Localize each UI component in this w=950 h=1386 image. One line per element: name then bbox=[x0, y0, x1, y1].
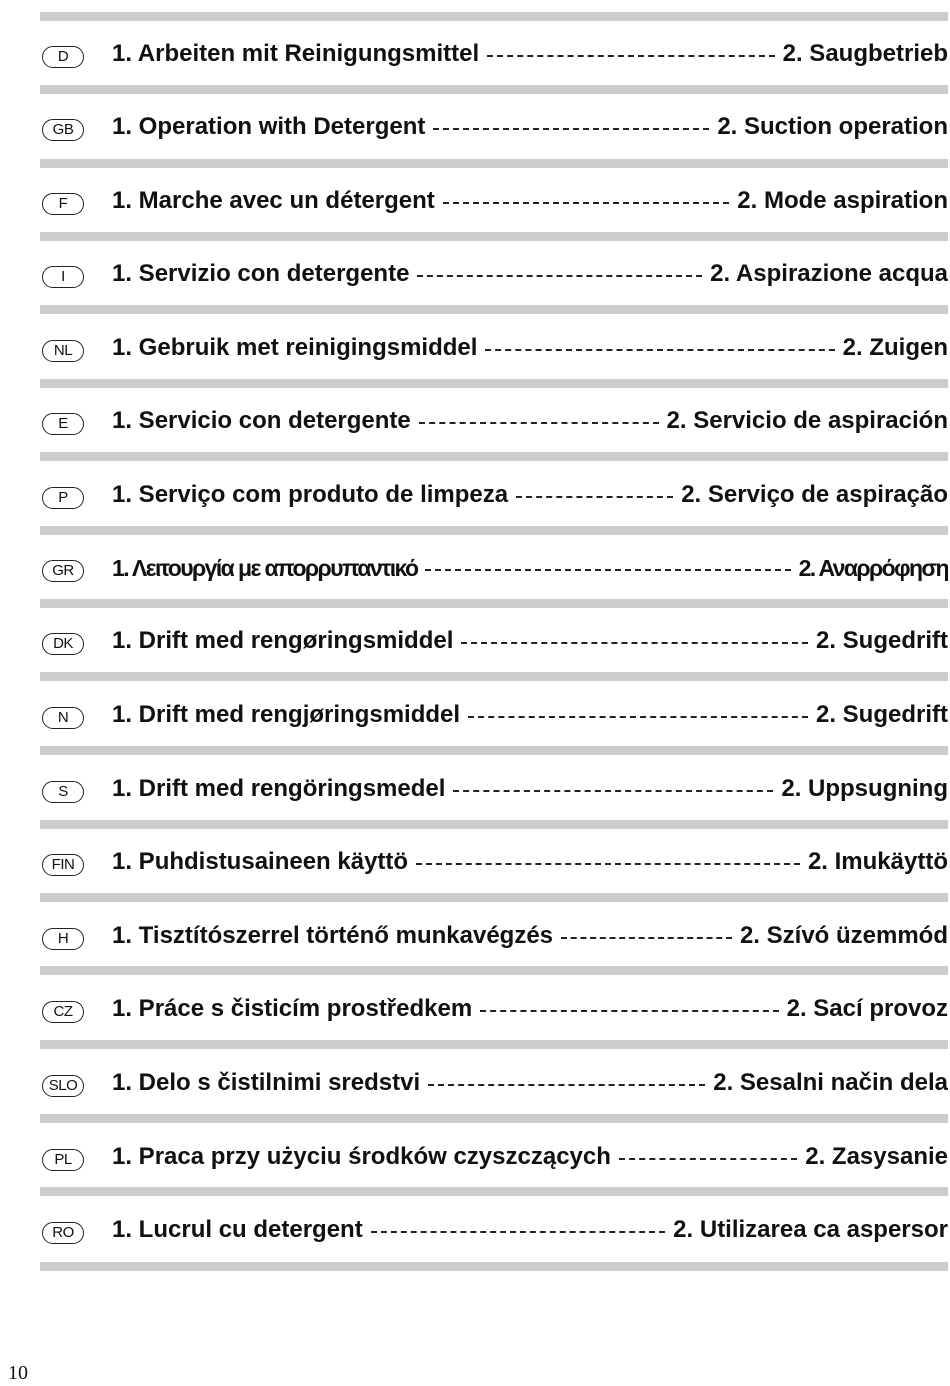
entry-left: 1. Delo s čistilnimi sredstvi bbox=[112, 1069, 421, 1096]
dash-leader bbox=[416, 863, 800, 865]
divider bbox=[40, 672, 948, 681]
language-badge: S bbox=[42, 781, 84, 803]
entry-line bbox=[112, 1139, 948, 1175]
entry-right: 2. Zasysanie bbox=[805, 1143, 948, 1170]
dash-leader bbox=[453, 790, 773, 792]
entry-left: 1. Práce s čisticím prostředkem bbox=[112, 995, 473, 1022]
language-badge: GR bbox=[42, 560, 84, 582]
language-badge: FIN bbox=[42, 854, 84, 876]
entry-line bbox=[112, 697, 948, 733]
entry-line bbox=[112, 550, 948, 586]
entry-left: 1. Serviço com produto de limpeza bbox=[112, 481, 509, 508]
entry-right: 2. Servicio de aspiración bbox=[666, 407, 948, 434]
language-badge: P bbox=[42, 487, 84, 509]
language-row-pl bbox=[0, 1143, 950, 1187]
divider bbox=[40, 159, 948, 168]
divider bbox=[40, 379, 948, 388]
language-badge: GB bbox=[42, 119, 84, 141]
entry-line bbox=[112, 477, 948, 513]
entry-left: 1. Arbeiten mit Reinigungsmittel bbox=[112, 40, 480, 67]
dash-leader bbox=[487, 55, 774, 57]
language-badge: NL bbox=[42, 340, 84, 362]
language-row-h bbox=[0, 922, 950, 966]
divider bbox=[40, 893, 948, 902]
dash-leader bbox=[371, 1231, 665, 1233]
entry-line bbox=[112, 109, 948, 145]
divider bbox=[40, 599, 948, 608]
language-row-slo bbox=[0, 1069, 950, 1113]
entry-line bbox=[112, 1065, 948, 1101]
language-row-p bbox=[0, 481, 950, 525]
divider bbox=[40, 1262, 948, 1271]
divider bbox=[40, 232, 948, 241]
language-badge: H bbox=[42, 928, 84, 950]
entry-left: 1. Drift med rengøringsmiddel bbox=[112, 627, 454, 654]
language-row-e bbox=[0, 407, 950, 451]
entry-right: 2. Sugedrift bbox=[815, 627, 948, 654]
entry-right: 2. Utilizarea ca aspersor bbox=[673, 1216, 948, 1243]
entry-right: 2. Αναρρόφηση bbox=[798, 554, 948, 581]
language-row-fin bbox=[0, 848, 950, 892]
entry-left: 1. Lucrul cu detergent bbox=[112, 1216, 363, 1243]
language-badge: RO bbox=[42, 1222, 84, 1244]
language-row-cz bbox=[0, 995, 950, 1039]
entry-left: 1. Puhdistusaineen käyttö bbox=[112, 848, 409, 875]
divider bbox=[40, 820, 948, 829]
entry-left: 1. Drift med rengöringsmedel bbox=[112, 775, 446, 802]
entry-right: 2. Serviço de aspiração bbox=[681, 481, 948, 508]
language-badge: D bbox=[42, 46, 84, 68]
entry-left: 1. Servicio con detergente bbox=[112, 407, 411, 434]
entry-left: 1. Gebruik met reinigingsmiddel bbox=[112, 334, 478, 361]
language-row-f bbox=[0, 187, 950, 231]
dash-leader bbox=[480, 1010, 778, 1012]
entry-line bbox=[112, 183, 948, 219]
divider bbox=[40, 1040, 948, 1049]
entry-left: 1. Tisztítószerrel történő munkavégzés bbox=[112, 922, 554, 949]
language-row-gr bbox=[0, 554, 950, 598]
page-number: 10 bbox=[8, 1362, 28, 1384]
dash-leader bbox=[619, 1158, 797, 1160]
dash-leader bbox=[443, 202, 730, 204]
language-badge: F bbox=[42, 193, 84, 215]
dash-leader bbox=[425, 569, 790, 571]
entry-left: 1. Servizio con detergente bbox=[112, 260, 410, 287]
entry-right: 2. Imukäyttö bbox=[807, 848, 948, 875]
language-row-gb bbox=[0, 113, 950, 157]
entry-line bbox=[112, 1212, 948, 1248]
divider bbox=[40, 1187, 948, 1196]
language-badge: PL bbox=[42, 1149, 84, 1171]
language-row-s bbox=[0, 775, 950, 819]
entry-right: 2. Sací provoz bbox=[786, 995, 948, 1022]
language-row-ro bbox=[0, 1216, 950, 1260]
language-badge: N bbox=[42, 707, 84, 729]
entry-left: 1. Drift med rengjøringsmiddel bbox=[112, 701, 461, 728]
dash-leader bbox=[468, 716, 808, 718]
entry-line bbox=[112, 844, 948, 880]
divider bbox=[40, 85, 948, 94]
divider bbox=[40, 746, 948, 755]
language-row-d bbox=[0, 40, 950, 84]
dash-leader bbox=[428, 1084, 705, 1086]
language-row-dk bbox=[0, 627, 950, 671]
language-row-nl bbox=[0, 334, 950, 378]
dash-leader bbox=[433, 128, 709, 130]
divider bbox=[40, 452, 948, 461]
entry-right: 2. Suction operation bbox=[717, 113, 948, 140]
entry-right: 2. Sesalni način dela bbox=[713, 1069, 948, 1096]
entry-right: 2. Aspirazione acqua bbox=[710, 260, 948, 287]
divider bbox=[40, 966, 948, 975]
language-badge: CZ bbox=[42, 1001, 84, 1023]
dash-leader bbox=[417, 275, 702, 277]
language-badge: I bbox=[42, 266, 84, 288]
entry-line bbox=[112, 36, 948, 72]
entry-line bbox=[112, 623, 948, 659]
entry-line bbox=[112, 918, 948, 954]
language-row-n bbox=[0, 701, 950, 745]
entry-left: 1. Operation with Detergent bbox=[112, 113, 426, 140]
language-row-i bbox=[0, 260, 950, 304]
dash-leader bbox=[516, 496, 673, 498]
entry-right: 2. Mode aspiration bbox=[737, 187, 948, 214]
entry-line bbox=[112, 771, 948, 807]
entry-line bbox=[112, 403, 948, 439]
divider bbox=[40, 526, 948, 535]
dash-leader bbox=[561, 937, 732, 939]
entry-line bbox=[112, 991, 948, 1027]
entry-left: 1. Praca przy użyciu środków czyszczących bbox=[112, 1143, 611, 1170]
entry-right: 2. Szívó üzemmód bbox=[739, 922, 948, 949]
divider bbox=[40, 12, 948, 21]
language-badge: E bbox=[42, 413, 84, 435]
entry-left: 1. Λειτουργία με απορρυπαντικό bbox=[112, 554, 418, 581]
divider bbox=[40, 1114, 948, 1123]
entry-line bbox=[112, 256, 948, 292]
dash-leader bbox=[419, 422, 659, 424]
dash-leader bbox=[461, 642, 808, 644]
entry-right: 2. Zuigen bbox=[842, 334, 948, 361]
language-badge: DK bbox=[42, 633, 84, 655]
entry-right: 2. Sugedrift bbox=[815, 701, 948, 728]
entry-line bbox=[112, 330, 948, 366]
dash-leader bbox=[485, 349, 834, 351]
entry-left: 1. Marche avec un détergent bbox=[112, 187, 435, 214]
entry-right: 2. Saugbetrieb bbox=[782, 40, 948, 67]
divider bbox=[40, 305, 948, 314]
entry-right: 2. Uppsugning bbox=[781, 775, 948, 802]
language-badge: SLO bbox=[42, 1075, 84, 1097]
